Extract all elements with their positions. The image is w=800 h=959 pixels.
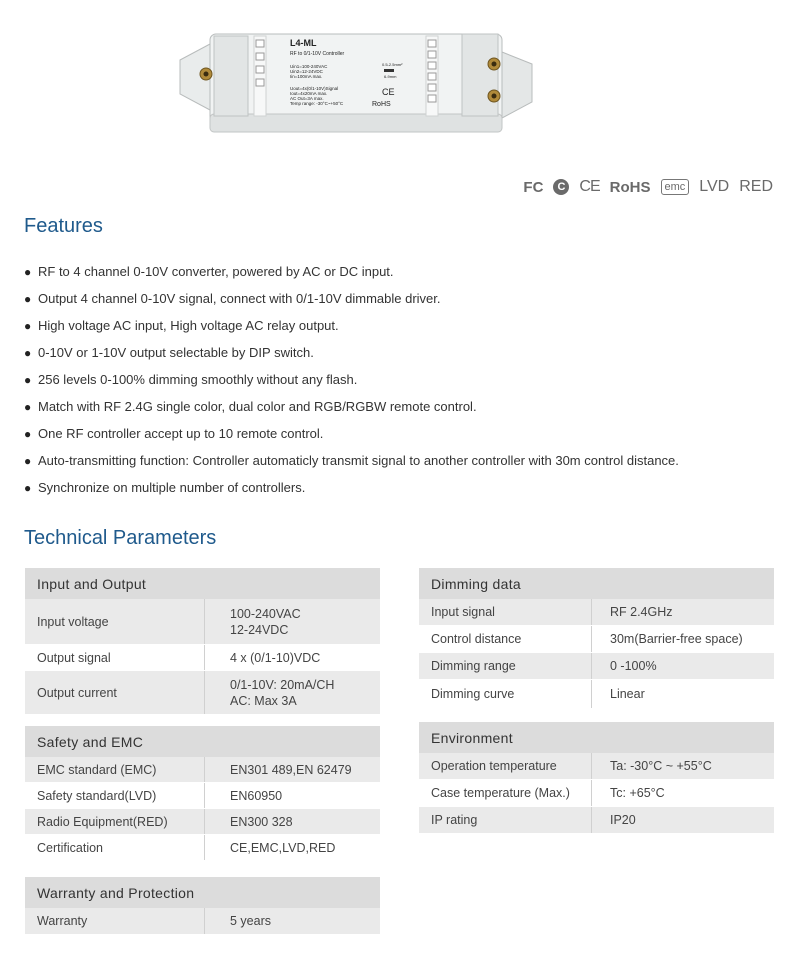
feature-item — [24, 343, 679, 370]
row-label: EMC standard (EMC) — [25, 757, 205, 782]
product-out-4: Temp range: -30°C~+50°C — [290, 101, 344, 106]
row-value — [205, 908, 380, 934]
feature-text: Match with RF 2.4G single color, dual color and RGB/RGBW remote control. — [38, 399, 477, 414]
value-line: 5 years — [230, 914, 271, 928]
row-value — [592, 599, 774, 625]
product-spec-2: Uin2=12-24VDC — [290, 69, 323, 74]
technical-parameters-title: Technical Parameters — [24, 527, 217, 549]
table-row — [419, 653, 774, 680]
table-row — [25, 645, 380, 671]
feature-text: 0-10V or 1-10V output selectable by DIP switch. — [38, 345, 314, 360]
bullet-icon: ● — [24, 346, 32, 360]
table-row — [25, 908, 380, 935]
emc-logo: emc — [661, 179, 690, 195]
row-label: Dimming range — [419, 653, 592, 679]
product-spec-1: Uin1=100-240VAC — [290, 64, 328, 69]
value-line: EN60950 — [230, 788, 283, 803]
feature-item — [24, 478, 679, 505]
warranty-table — [25, 877, 380, 935]
table-row — [25, 599, 380, 645]
bullet-icon: ● — [24, 319, 32, 333]
row-value — [205, 599, 380, 644]
row-value — [205, 645, 380, 670]
row-label: Dimming curve — [419, 680, 592, 708]
product-out-1: Uout=4x(0/1-10V)Signal — [290, 86, 339, 91]
table-row — [419, 599, 774, 626]
feature-text: Synchronize on multiple number of controllers. — [38, 480, 306, 495]
row-label: Warranty — [25, 908, 205, 934]
row-label: Certification — [25, 835, 205, 860]
red-logo: RED — [739, 178, 773, 195]
product-image — [170, 22, 542, 142]
row-value — [592, 780, 774, 806]
value-line: 30m(Barrier-free space) — [610, 632, 743, 646]
table-header: Safety and EMC — [25, 726, 380, 757]
product-wire-label: 0.5-2.5mm² — [382, 62, 403, 67]
row-value — [592, 626, 774, 652]
product-out-2: Iout=4x20mA max. — [290, 91, 328, 96]
row-value — [592, 680, 774, 708]
c-mark-logo: C — [553, 179, 569, 195]
row-value — [205, 809, 380, 834]
product-spec-3: Iin=100mA max. — [290, 74, 323, 79]
value-line: 0 -100% — [610, 659, 657, 673]
feature-item — [24, 397, 679, 424]
table-row — [419, 753, 774, 780]
feature-text: One RF controller accept up to 10 remote control. — [38, 426, 324, 441]
input-output-table — [25, 568, 380, 715]
row-label: Output signal — [25, 645, 205, 670]
feature-item — [24, 370, 679, 397]
certification-logos — [523, 178, 773, 196]
bullet-icon: ● — [24, 427, 32, 441]
product-strip-label: 6-9mm — [384, 74, 397, 79]
ce-logo: CE — [579, 178, 600, 195]
bullet-icon: ● — [24, 454, 32, 468]
table-row — [25, 809, 380, 835]
row-value — [205, 783, 380, 808]
row-label: IP rating — [419, 807, 592, 833]
value-line: 4 x (0/1-10)VDC — [230, 650, 321, 665]
feature-text: High voltage AC input, High voltage AC relay output. — [38, 318, 339, 333]
table-header: Dimming data — [419, 568, 774, 599]
bullet-icon: ● — [24, 373, 32, 387]
row-label: Control distance — [419, 626, 592, 652]
row-label: Safety standard(LVD) — [25, 783, 205, 808]
table-row — [25, 835, 380, 861]
table-header: Input and Output — [25, 568, 380, 599]
row-value — [205, 757, 380, 782]
feature-item — [24, 451, 679, 478]
table-header: Environment — [419, 722, 774, 753]
feature-text: Auto-transmitting function: Controller automaticly transmit signal to another controller with 30m control distance. — [38, 453, 679, 468]
table-row — [419, 626, 774, 653]
row-label: Input voltage — [25, 599, 205, 644]
row-value — [205, 835, 380, 860]
table-row — [419, 807, 774, 834]
row-value — [592, 653, 774, 679]
environment-table — [419, 722, 774, 834]
row-label: Radio Equipment(RED) — [25, 809, 205, 834]
value-line: EN301 489,EN 62479 — [230, 762, 352, 777]
bullet-icon: ● — [24, 265, 32, 279]
row-label: Output current — [25, 671, 205, 714]
value-line: Linear — [610, 687, 645, 701]
row-label: Input signal — [419, 599, 592, 625]
feature-text: 256 levels 0-100% dimming smoothly without any flash. — [38, 372, 358, 387]
product-rohs-mark: RoHS — [372, 101, 391, 108]
feature-item — [24, 316, 679, 343]
bullet-icon: ● — [24, 292, 32, 306]
product-model: L4-ML — [290, 38, 317, 48]
product-out-3: AC Out=3A max. — [290, 96, 324, 101]
table-row — [25, 783, 380, 809]
value-line: IP20 — [610, 813, 636, 827]
feature-text: RF to 4 channel 0-10V converter, powered by AC or DC input. — [38, 264, 394, 279]
value-line: 0/1-10V: 20mA/CH — [230, 677, 335, 692]
product-subtitle: RF to 0/1-10V Controller — [290, 51, 345, 57]
row-value — [592, 807, 774, 833]
row-label: Case temperature (Max.) — [419, 780, 592, 806]
value-line: Ta: -30°C ~ +55°C — [610, 759, 712, 773]
dimming-data-table — [419, 568, 774, 709]
table-row — [419, 680, 774, 709]
rohs-logo: RoHS — [609, 178, 651, 196]
table-row — [25, 757, 380, 783]
value-line: Tc: +65°C — [610, 786, 665, 800]
fcc-logo: FC — [523, 178, 544, 196]
value-line: EN300 328 — [230, 814, 293, 829]
value-line: 100-240VAC — [230, 606, 301, 621]
table-header: Warranty and Protection — [25, 877, 380, 908]
feature-item — [24, 424, 679, 451]
lvd-logo: LVD — [699, 178, 730, 195]
value-line: AC: Max 3A — [230, 693, 297, 708]
row-label: Operation temperature — [419, 753, 592, 779]
row-value — [592, 753, 774, 779]
features-title: Features — [24, 215, 103, 237]
product-ce-mark: CE — [382, 87, 395, 97]
value-line: CE,EMC,LVD,RED — [230, 840, 336, 855]
table-row — [419, 780, 774, 807]
bullet-icon: ● — [24, 481, 32, 495]
feature-item — [24, 289, 679, 316]
feature-item — [24, 262, 679, 289]
row-value — [205, 671, 380, 714]
value-line: 12-24VDC — [230, 622, 289, 637]
bullet-icon: ● — [24, 400, 32, 414]
safety-emc-table — [25, 726, 380, 861]
features-list — [24, 262, 679, 505]
table-row — [25, 671, 380, 715]
feature-text: Output 4 channel 0-10V signal, connect with 0/1-10V dimmable driver. — [38, 291, 441, 306]
value-line: RF 2.4GHz — [610, 605, 673, 619]
